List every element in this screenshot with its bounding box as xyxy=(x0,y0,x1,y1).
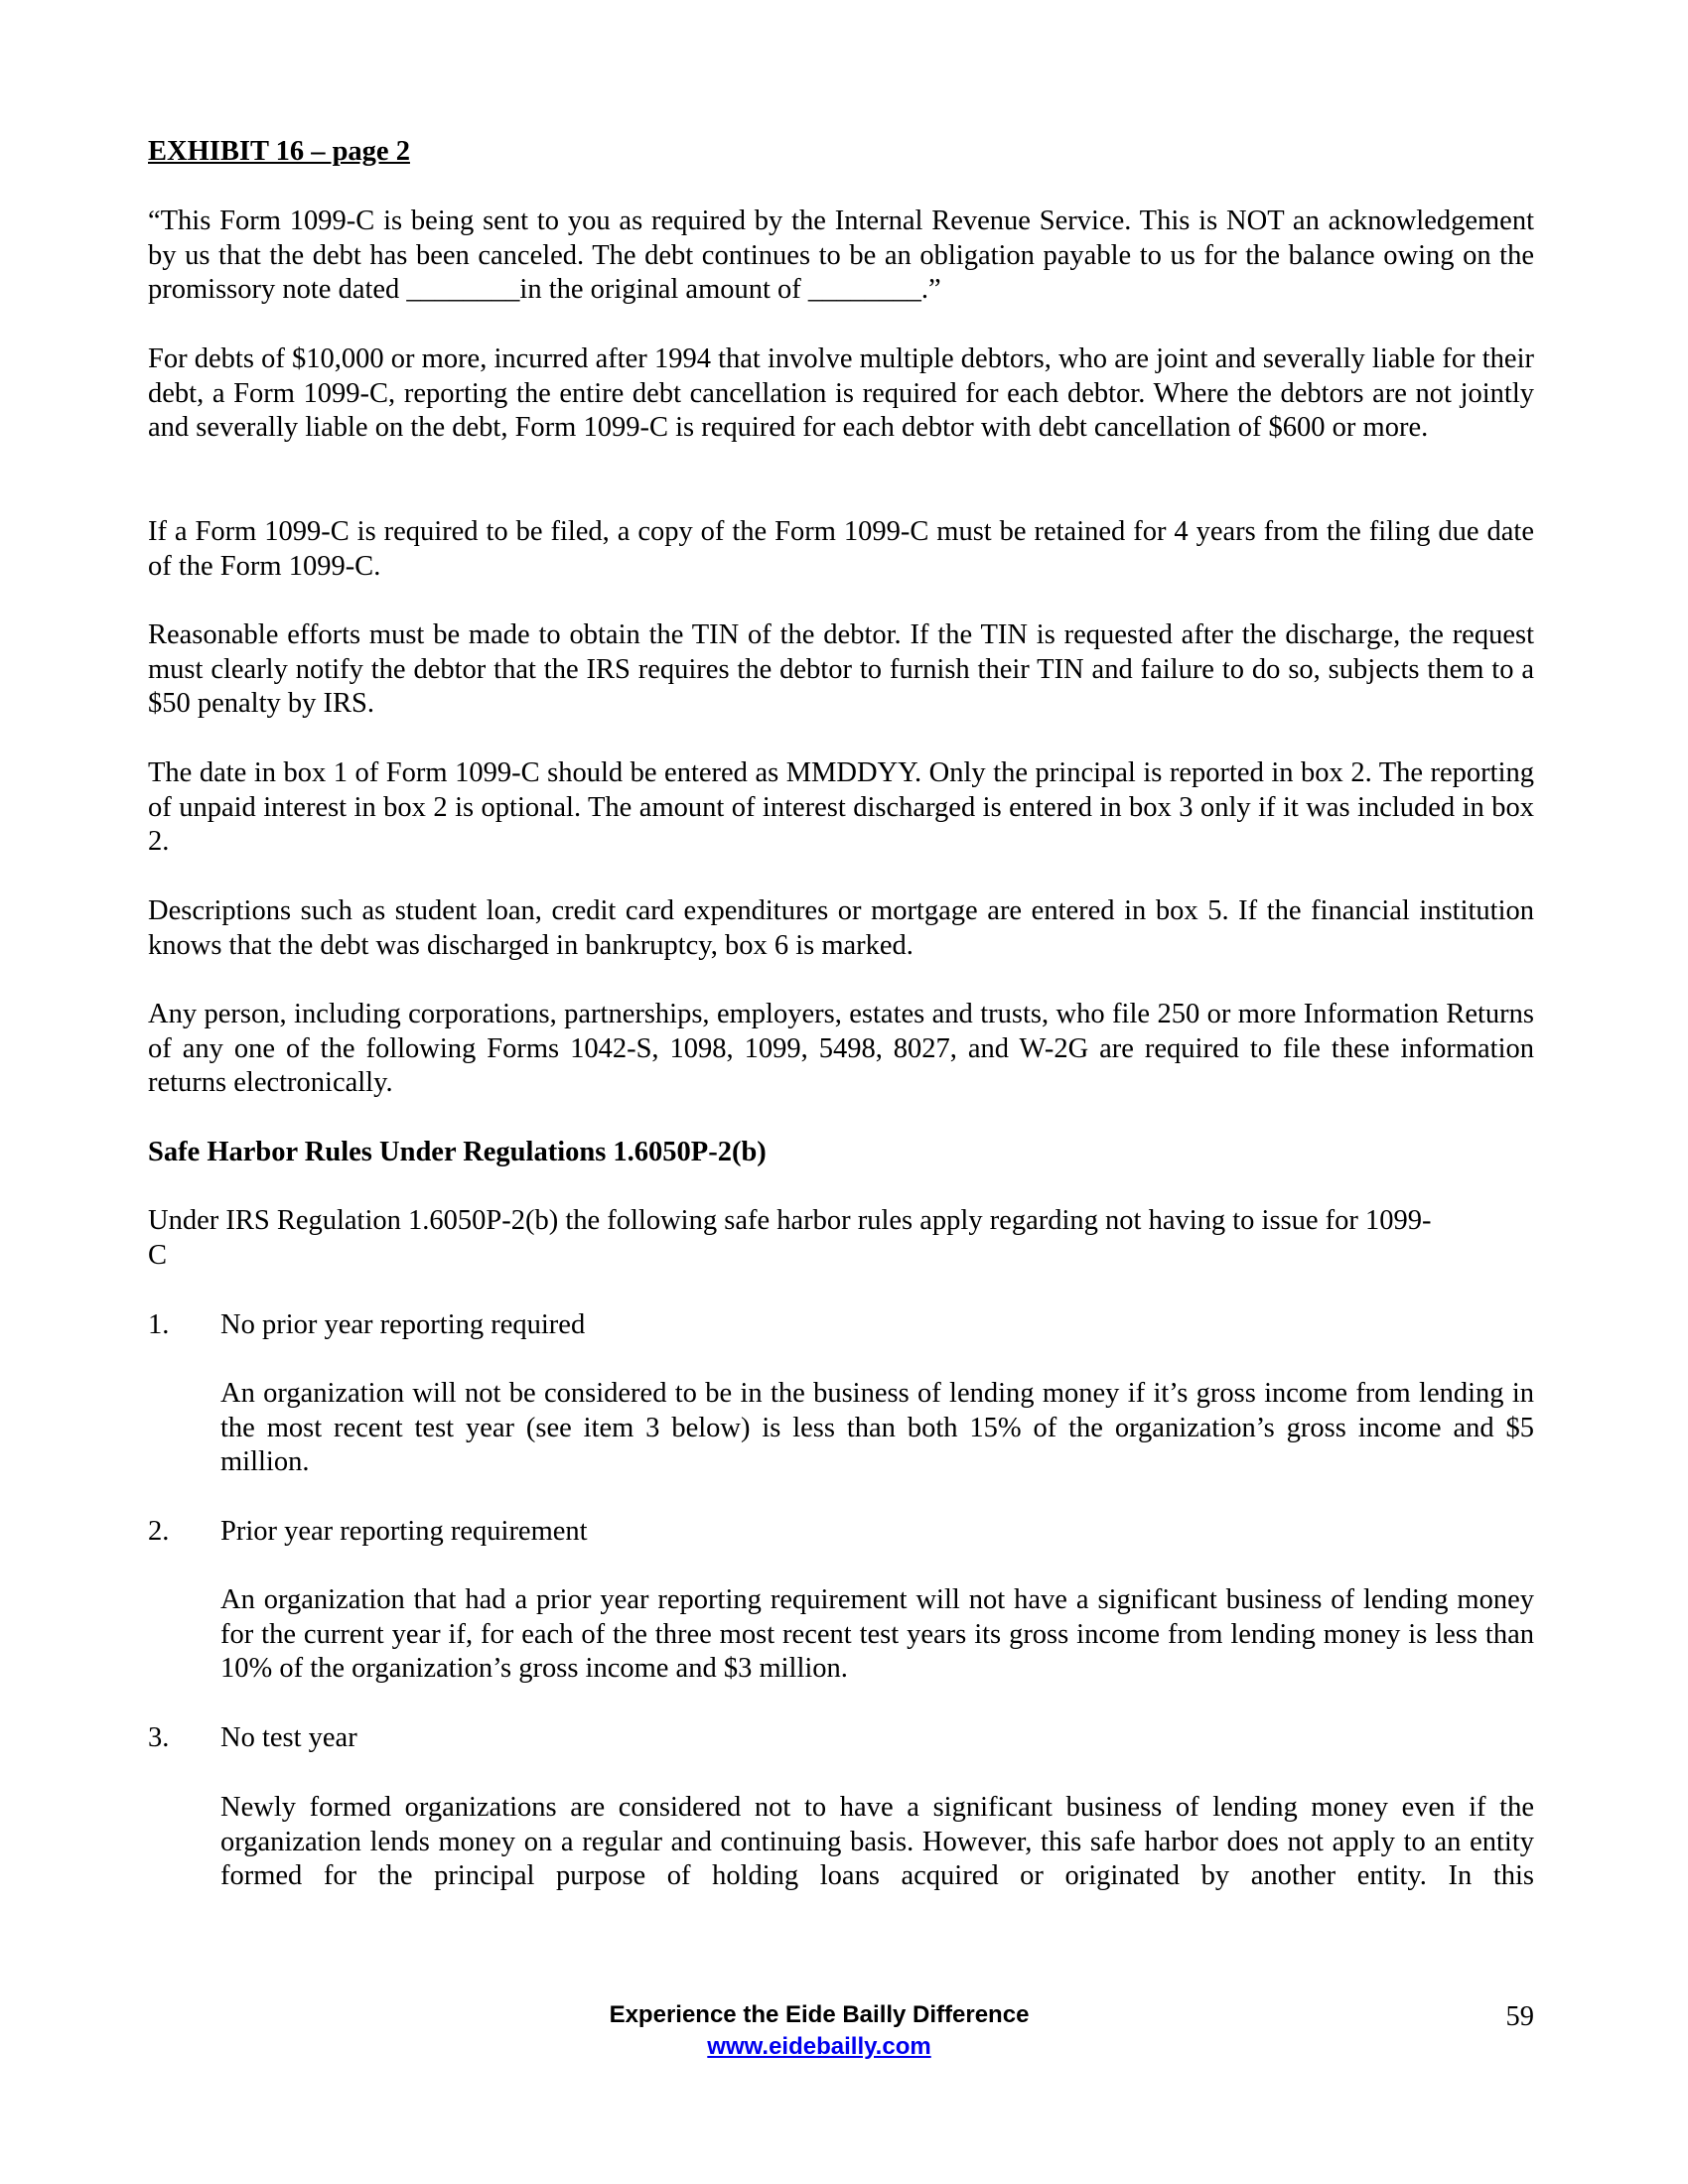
page-number: 59 xyxy=(1505,2001,1534,2032)
item-text: An organization that had a prior year reporting requirement will not have a significant business of lending money for the current year if, for each of the three most recent test years its gross income from lending money is less than 10% of the organization’s gross income and $3 million. xyxy=(220,1584,1534,1685)
item-text: An organization will not be considered to be in the business of lending money if it’s gross income from lending in the most recent test year (see item 3 below) is less than both 15% of the organization’s gross income and $5 million. xyxy=(220,1378,1534,1478)
paragraph-retention: If a Form 1099-C is required to be filed, a copy of the Form 1099-C must be retained for 4 years from the filing due date of the Form 1099-C. xyxy=(148,516,1534,582)
paragraph-multiple-debtors: For debts of $10,000 or more, incurred after 1994 that involve multiple debtors, who are joint and severally liable for their debt, a Form 1099-C, reporting the entire debt cancellation is required for each debtor. Where the debtors are not jointly and severally liable on the debt, Form 1099-C is required for each debtor with debt cancellation of $600 or more. xyxy=(148,343,1534,444)
footer-link-wrap xyxy=(0,2033,1638,2061)
item-number: 1. xyxy=(148,1309,170,1340)
section-heading: Safe Harbor Rules Under Regulations 1.6050P-2(b) xyxy=(148,1137,767,1167)
footer-url-link[interactable]: www.eidebailly.com xyxy=(707,2033,931,2060)
item-number: 3. xyxy=(148,1722,170,1753)
paragraph-box-dates: The date in box 1 of Form 1099-C should be entered as MMDDYY. Only the principal is reported in box 2. The reporting of unpaid interest in box 2 is optional. The amount of interest discharged is entered in box 3 only if it was included in box 2. xyxy=(148,757,1534,858)
paragraph-notice: “This Form 1099-C is being sent to you as required by the Internal Revenue Service. This is NOT an acknowledgement by us that the debt has been canceled. The debt continues to be an obligation payable to us for the balance owing on the promissory note dated ________in the original amount of ________.” xyxy=(148,205,1534,306)
page-title: EXHIBIT 16 – page 2 xyxy=(148,136,410,167)
paragraph-descriptions: Descriptions such as student loan, credit card expenditures or mortgage are entered in box 5. If the financial institution knows that the debt was discharged in bankruptcy, box 6 is marked. xyxy=(148,895,1534,961)
footer-tagline: Experience the Eide Bailly Difference xyxy=(609,2001,1030,2028)
item-label: No prior year reporting required xyxy=(220,1309,586,1340)
item-text: Newly formed organizations are considered not to have a significant business of lending money even if the organization lends money on a regular and continuing basis. However, this safe harbor does not apply to an entity formed for the principal purpose of holding loans acquired or originated by another entity. In this xyxy=(220,1792,1534,1892)
paragraph-tin: Reasonable efforts must be made to obtain the TIN of the debtor. If the TIN is requested after the discharge, the request must clearly notify the debtor that the IRS requires the debtor to furnish their TIN and failure to do so, subjects them to a $50 penalty by IRS. xyxy=(148,619,1534,720)
item-number: 2. xyxy=(148,1516,170,1547)
paragraph-electronic-filing: Any person, including corporations, partnerships, employers, estates and trusts, who file 250 or more Information Returns of any one of the following Forms 1042-S, 1098, 1099, 5498, 8027, and W-2G are required to file these information returns electronically. xyxy=(148,999,1534,1099)
section-intro: Under IRS Regulation 1.6050P-2(b) the following safe harbor rules apply regarding not having to issue for 1099-C xyxy=(148,1205,1432,1271)
item-label: No test year xyxy=(220,1722,357,1753)
item-label: Prior year reporting requirement xyxy=(220,1516,588,1547)
